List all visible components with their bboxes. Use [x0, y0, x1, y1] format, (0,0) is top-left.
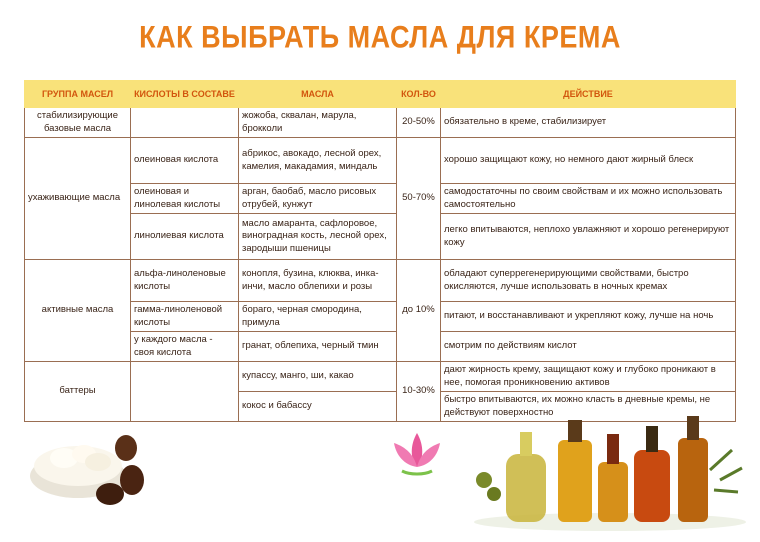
table-row: [25, 302, 736, 332]
header-oils: МАСЛА: [239, 81, 397, 108]
oils-table: [24, 80, 736, 422]
action-cell: питают, и восстанавливают и укрепляют кожу, лучше на ночь: [441, 302, 736, 332]
group-name-cell: баттеры: [25, 362, 131, 422]
shea-butter-illustration: [20, 418, 150, 510]
table-row: [25, 332, 736, 362]
table-header-row: [25, 81, 736, 108]
oils-cell: масло амаранта, сафлоровое, виноградная кость, лесной орех, зародыши пшеницы: [239, 214, 397, 260]
group-name-cell: ухаживающие масла: [25, 138, 131, 260]
table-row: [25, 260, 736, 302]
acid-cell: линолиевая кислота: [131, 214, 239, 260]
header-acids: КИСЛОТЫ В СОСТАВЕ: [131, 81, 239, 108]
acid-cell: гамма-линоленовой кислоты: [131, 302, 239, 332]
table-row: [25, 184, 736, 214]
oils-cell: абрикос, авокадо, лесной орех, камелия, макадамия, миндаль: [239, 138, 397, 184]
amount-cell: 10-30%: [397, 362, 441, 422]
oils-cell: купассу, манго, ши, какао: [239, 362, 397, 392]
lotus-logo-icon: [382, 425, 452, 480]
action-cell: обязательно в креме, стабилизирует: [441, 108, 736, 138]
header-action: ДЕЙСТВИЕ: [441, 81, 736, 108]
table-row: [25, 108, 736, 138]
oils-cell: арган, баобаб, масло рисовых отрубей, кунжут: [239, 184, 397, 214]
action-cell: обладают суперрегенерирующими свойствами, быстро окисляются, лучше использовать в ночных кремах: [441, 260, 736, 302]
acid-cell: альфа-линоленовые кислоты: [131, 260, 239, 302]
oil-bottles-illustration: [470, 410, 750, 532]
acid-cell: [131, 108, 239, 138]
acid-cell: олеиновая и линолевая кислоты: [131, 184, 239, 214]
oils-cell: бораго, черная смородина, примула: [239, 302, 397, 332]
oils-cell: жожоба, сквалан, марула, брокколи: [239, 108, 397, 138]
amount-cell: до 10%: [397, 260, 441, 362]
action-cell: легко впитываются, неплохо увлажняют и хорошо регенерируют кожу: [441, 214, 736, 260]
table-row: [25, 362, 736, 392]
action-cell: дают жирность крему, защищают кожу и глубоко проникают в нее, помогая проникновению активов: [441, 362, 736, 392]
acid-cell: у каждого масла - своя кислота: [131, 332, 239, 362]
header-amount: КОЛ-ВО: [397, 81, 441, 108]
group-name-cell: стабилизирующие базовые масла: [25, 108, 131, 138]
amount-cell: 50-70%: [397, 138, 441, 260]
group-name-cell: активные масла: [25, 260, 131, 362]
page-title: КАК ВЫБРАТЬ МАСЛА ДЛЯ КРЕМА: [139, 19, 621, 55]
acid-cell: олеиновая кислота: [131, 138, 239, 184]
oils-cell: кокос и бабассу: [239, 392, 397, 422]
oils-cell: конопля, бузина, клюква, инка-инчи, масло облепихи и розы: [239, 260, 397, 302]
table-row: [25, 214, 736, 260]
action-cell: хорошо защищают кожу, но немного дают жирный блеск: [441, 138, 736, 184]
header-group: ГРУППА МАСЕЛ: [25, 81, 131, 108]
action-cell: самодостаточны по своим свойствам и их можно использовать самостоятельно: [441, 184, 736, 214]
oils-cell: гранат, облепиха, черный тмин: [239, 332, 397, 362]
table-row: [25, 138, 736, 184]
amount-cell: 20-50%: [397, 108, 441, 138]
action-cell: быстро впитываются, их можно класть в дневные кремы, не действуют поверхностно: [441, 392, 736, 422]
acid-cell: [131, 362, 239, 422]
action-cell: смотрим по действиям кислот: [441, 332, 736, 362]
